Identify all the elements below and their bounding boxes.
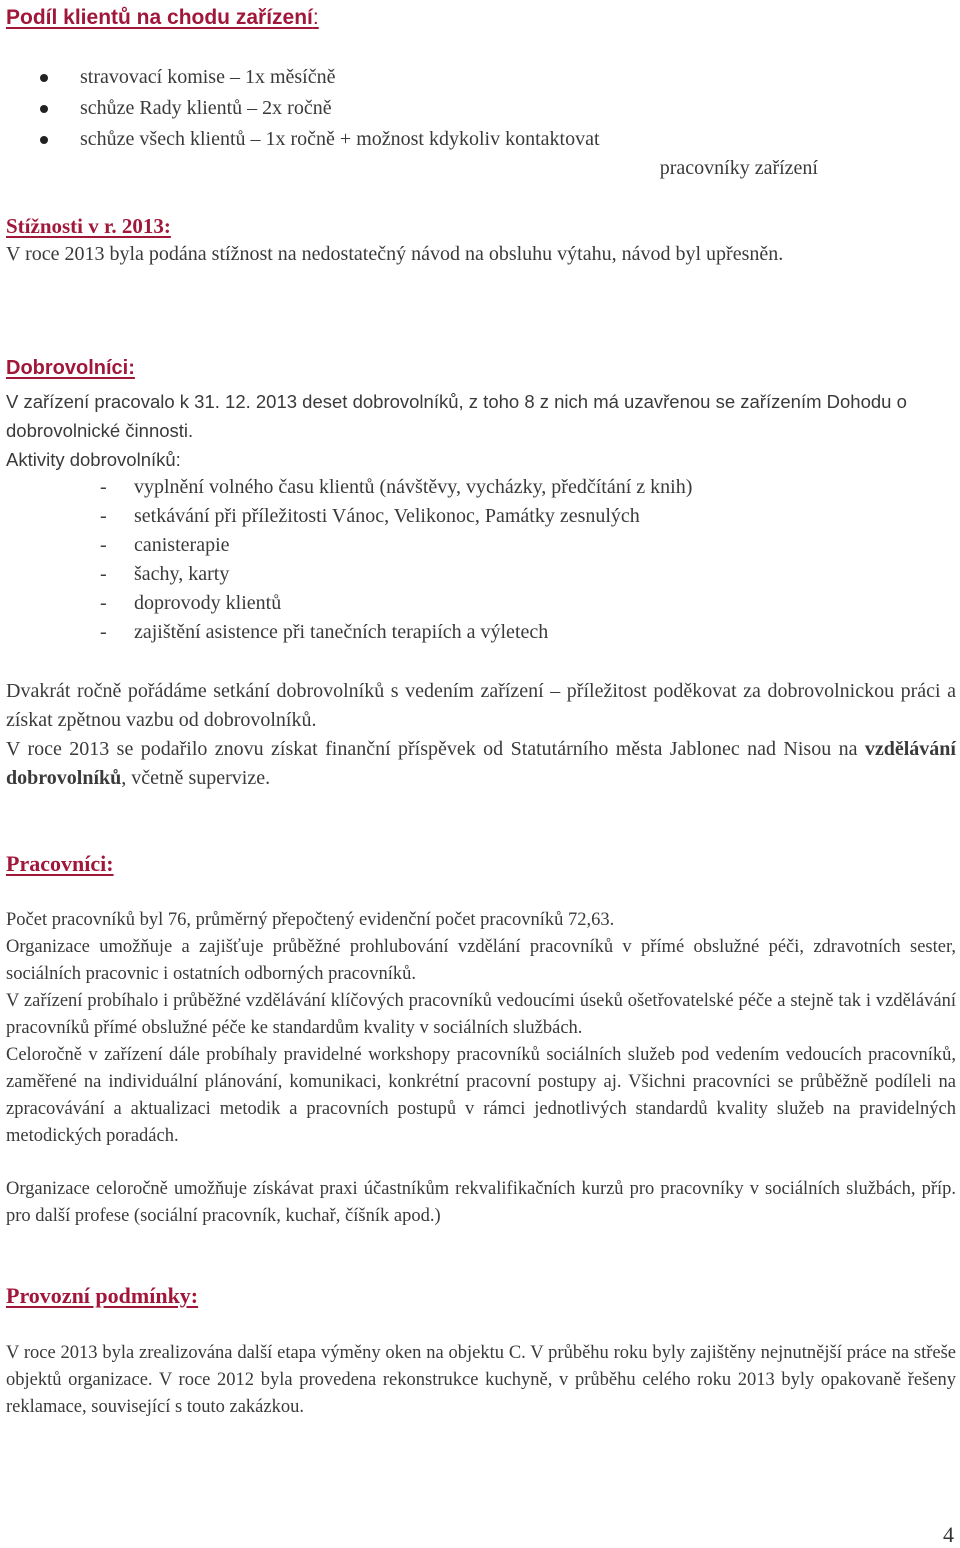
- operations-section: [6, 1283, 958, 1309]
- bullet-icon: [40, 136, 48, 144]
- client-participation-list: [6, 62, 958, 182]
- staff-body: [6, 907, 956, 1230]
- volunteers-section: [6, 357, 958, 380]
- staff-count-text: Počet pracovníků byl 76, průměrný přepočtený evidenční počet pracovníků 72,63.: [6, 910, 615, 930]
- list-item: schůze všech klientů – 1x ročně + možnost kdykoliv kontaktovat: [6, 124, 958, 155]
- operations-text: V roce 2013 byla zrealizována další etapa výměny oken na objektu C. V průběhu roku byly zajištěny nejnutnější práce na střeše objektů organizace. V roce 2012 byla provedena rekonstrukce kuchyně, v průběhu celého roku 2013 byly opakovaně řešeny reklamace, související s touto zakázkou.: [6, 1343, 956, 1417]
- staff-section: [6, 851, 958, 877]
- list-item-continuation: pracovníky zařízení: [659, 157, 818, 179]
- volunteers-intro: V zařízení pracovalo k 31. 12. 2013 deset dobrovolníků, z toho 8 z nich má uzavřenou se zařízením Dohodu o dobrovolnické činnosti.: [6, 391, 907, 441]
- volunteers-funding-text: V roce 2013 se podařilo znovu získat finanční příspěvek od Statutárního města Jablonec nad Nisou na vzdělávání dobrovolníků, včetně supervize.: [6, 738, 956, 789]
- funding-emphasis: vzdělávání dobrovolníků: [6, 738, 956, 789]
- staff-practice-text: Organizace celoročně umožňuje získávat praxi účastníkům rekvalifikačních kurzů pro pracovníky v sociálních službách, příp. pro další profese (sociální pracovník, kuchař, číšník apod.): [6, 1179, 956, 1226]
- list-item: - setkávání při příležitosti Vánoc, Velikonoc, Památky zesnulých: [0, 502, 940, 531]
- dash-icon: -: [100, 505, 107, 527]
- list-item: - doprovody klientů: [0, 589, 940, 618]
- bullet-icon: [40, 105, 48, 113]
- list-item: - šachy, karty: [0, 560, 940, 589]
- list-item: - canisterapie: [0, 531, 940, 560]
- list-item: stravovací komise – 1x měsíčně: [6, 62, 958, 93]
- staff-workshops-text: Celoročně v zařízení dále probíhaly pravidelné workshopy pracovníků sociálních služeb pod vedením vedoucích pracovníků, zaměřené na individuální plánování, komunikaci, konkrétní pracovní postupy aj. Všichni pracovníci se průběžně podíleli na zpracovávání a aktualizaci metodik a pracovních postupů v rámci jednotlivých standardů kvality služeb na pravidelných metodických poradách.: [6, 1045, 956, 1146]
- dash-icon: -: [100, 621, 107, 643]
- dash-icon: -: [100, 476, 107, 498]
- staff-heading: Pracovníci:: [6, 851, 114, 876]
- volunteers-meeting-text: Dvakrát ročně pořádáme setkání dobrovolníků s vedením zařízení – příležitost poděkovat za dobrovolnickou práci a získat zpětnou vazbu od dobrovolníků.: [6, 680, 956, 731]
- list-item: - zajištění asistence při tanečních terapiích a výletech: [0, 618, 940, 647]
- client-participation-heading: Podíl klientů na chodu zařízení:: [6, 6, 319, 29]
- staff-training-text: V zařízení probíhalo i průběžné vzdělávání klíčových pracovníků vedoucími úseků ošetřovatelské péče a stejně tak i vzdělávání pracovníků přímé obslužné péče ke standardům kvality v sociálních službách.: [6, 991, 956, 1038]
- complaints-section: [6, 214, 906, 269]
- complaints-text: V roce 2013 byla podána stížnost na nedostatečný návod na obsluhu výtahu, návod byl upřesněn.: [6, 243, 784, 265]
- volunteers-activities-label: Aktivity dobrovolníků:: [6, 449, 181, 470]
- page-number: 4: [943, 1522, 954, 1547]
- list-item: - vyplnění volného času klientů (návštěvy, vycházky, předčítání z knih): [0, 473, 940, 502]
- complaints-heading: Stížnosti v r. 2013:: [6, 214, 171, 238]
- dash-icon: -: [100, 592, 107, 614]
- staff-education-text: Organizace umožňuje a zajišťuje průběžné prohlubování vzdělání pracovníků v přímé obslužné péči, zdravotních sester, sociálních pracovnic i ostatních odborných pracovníků.: [6, 937, 956, 984]
- client-participation-section: [6, 6, 958, 30]
- list-item: schůze Rady klientů – 2x ročně: [6, 93, 958, 124]
- dash-icon: -: [100, 563, 107, 585]
- volunteers-heading: Dobrovolníci:: [6, 357, 135, 379]
- volunteers-activities-list: [0, 473, 940, 647]
- dash-icon: -: [100, 534, 107, 556]
- bullet-icon: [40, 74, 48, 82]
- operations-heading: Provozní podmínky:: [6, 1283, 199, 1308]
